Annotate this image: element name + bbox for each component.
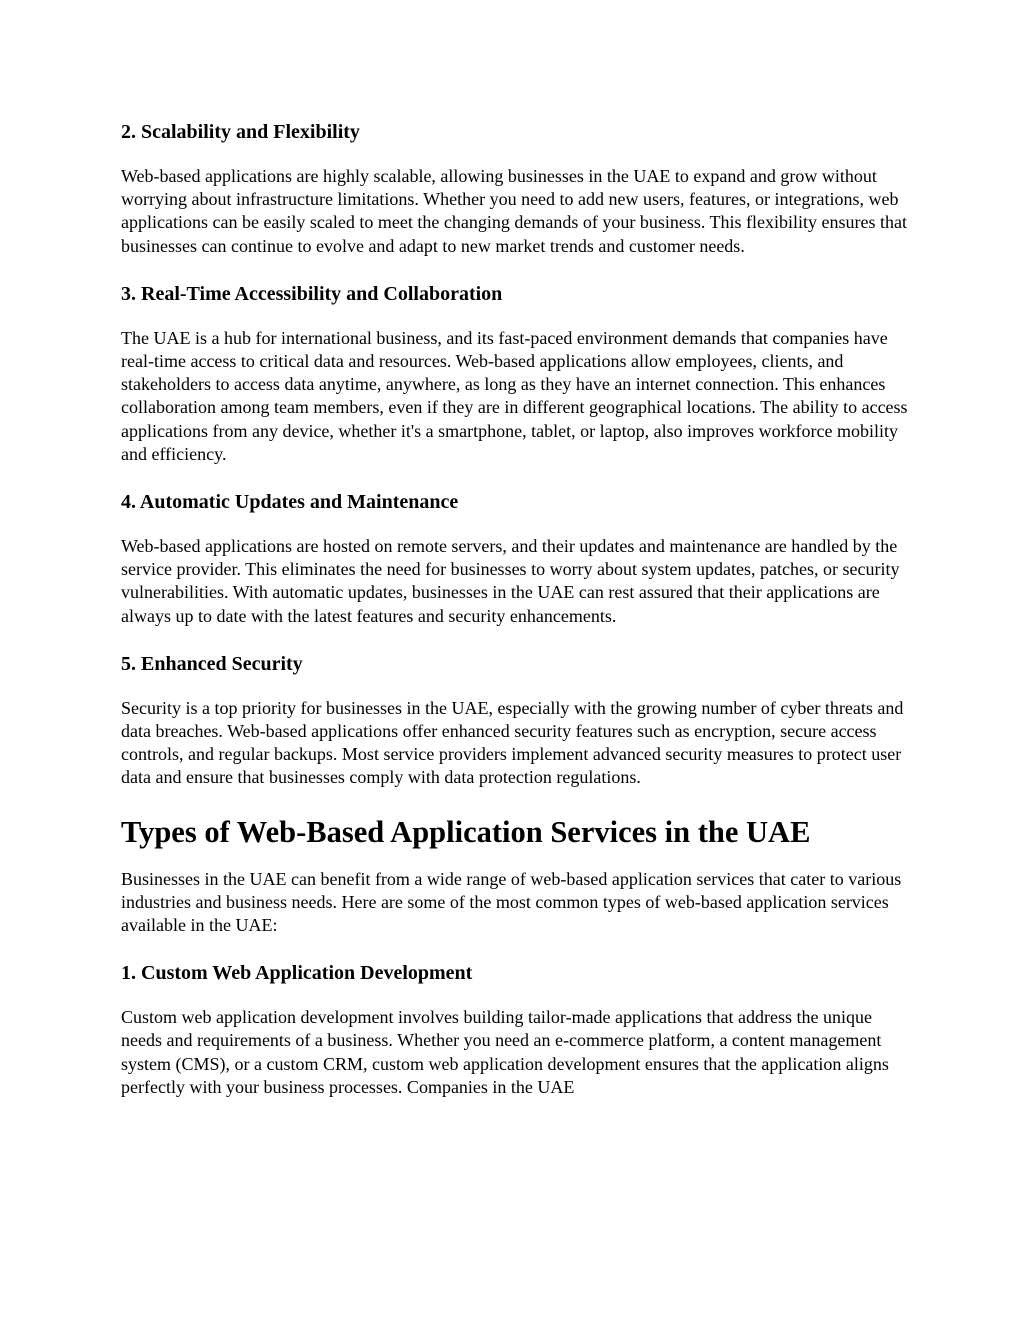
types-title: Types of Web-Based Application Services in the UAE — [121, 814, 811, 849]
section-body-scalability: Web-based applications are highly scalable, allowing businesses in the UAE to expand and grow without worrying about infrastructure limitations. Whether you need to add new users, features, or integrations, web applications can be easily scaled to meet the changing demands of your business. This flexibility ensures that businesses can continue to evolve and adapt to new market trends and customer needs. — [121, 166, 907, 256]
document-page — [121, 118, 911, 1099]
section-heading-scalability: 2. Scalability and Flexibility — [121, 121, 360, 143]
section-body-real-time-accessibility: The UAE is a hub for international business, and its fast-paced environment demands that companies have real-time access to critical data and resources. Web-based applications allow employees, clients, and stakeholders to access data anytime, anywhere, as long as they have an internet connection. This enhances collaboration among team members, even if they are in different geographical locations. The ability to access applications from any device, whether it's a smartphone, tablet, or laptop, also improves workforce mobility and efficiency. — [121, 327, 908, 464]
types-intro: Businesses in the UAE can benefit from a wide range of web-based application services that cater to various industries and business needs. Here are some of the most common types of web-based application services available in the UAE: — [121, 868, 902, 936]
section-body-custom-web-app: Custom web application development involves building tailor-made applications that address the unique needs and requirements of a business. Whether you need an e-commerce platform, a content management system (CMS), or a custom CRM, custom web application development ensures that the application aligns perfectly with your business processes. Companies in the UAE — [121, 1007, 889, 1097]
section-heading-custom-web-app: 1. Custom Web Application Development — [121, 962, 473, 985]
section-body-automatic-updates: Web-based applications are hosted on remote servers, and their updates and maintenance are handled by the service provider. This eliminates the need for businesses to worry about system updates, patches, or security vulnerabilities. With automatic updates, businesses in the UAE can rest assured that their applications are always up to date with the latest features and security enhancements. — [121, 536, 900, 626]
section-body-enhanced-security: Security is a top priority for businesses in the UAE, especially with the growing number of cyber threats and data breaches. Web-based applications offer enhanced security features such as encryption, secure access controls, and regular backups. Most service providers implement advanced security measures to protect user data and ensure that businesses comply with data protection regulations. — [121, 697, 904, 788]
section-heading-automatic-updates: 4. Automatic Updates and Maintenance — [121, 491, 459, 514]
section-heading-enhanced-security: 5. Enhanced Security — [121, 652, 303, 675]
section-heading-real-time-accessibility: 3. Real-Time Accessibility and Collaboration — [121, 282, 503, 305]
